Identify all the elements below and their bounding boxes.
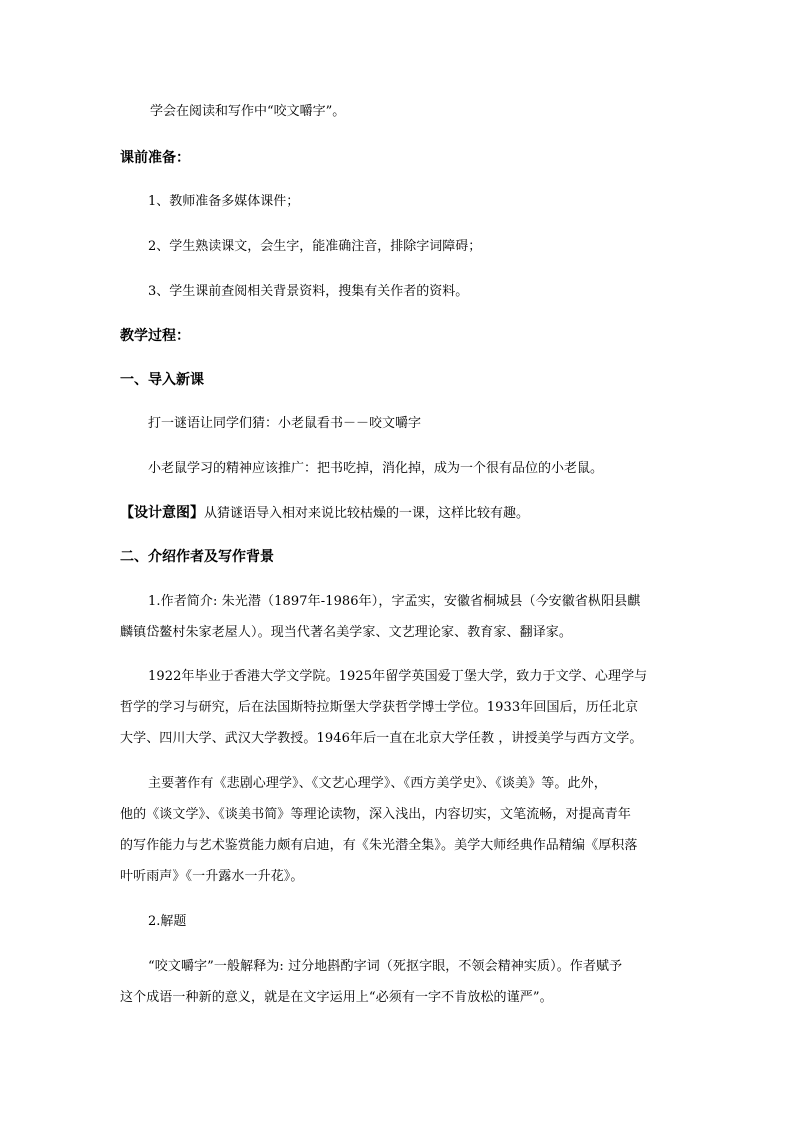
section2-heading: 二、介绍作者及写作背景 — [120, 549, 274, 565]
title-heading: 2.解题 — [148, 914, 187, 929]
author-line-1: 1.作者简介: 朱光潜（1897年-1986年），字孟实，安徽省桐城县（今安徽省枞阳县麒 — [148, 594, 641, 609]
section1-heading: 一、导入新课 — [120, 372, 204, 388]
author-line-2: 麟镇岱鳌村朱家老屋人）。现当代著名美学家、文艺理论家、教育家、翻译家。 — [120, 625, 573, 640]
process-heading: 教学过程： — [120, 328, 190, 344]
design-intent — [120, 503, 529, 524]
prep-item-2: 2、学生熟读课文，会生字，能准确注音，排除字词障碍； — [148, 239, 482, 254]
works-line-4: 叶听雨声》《一升露水一升花》。 — [120, 869, 304, 884]
works-line-3: 的写作能力与艺术鉴赏能力颇有启迪，有《朱光潜全集》。美学大师经典作品精编《厚积落 — [120, 838, 638, 853]
prep-item-1: 1、教师准备多媒体课件； — [148, 194, 300, 209]
title-line-1: “咬文嚼字”一般解释为: 过分地斟酌字词（死抠字眼，不领会精神实质）。作者赋予 — [148, 959, 623, 974]
bio-line-1: 1922年毕业于香港大学文学院。1925年留学英国爱丁堡大学，致力于文学、心理学与 — [148, 669, 648, 684]
prep-item-3: 3、学生课前查阅相关背景资料，搜集有关作者的资料。 — [148, 284, 469, 299]
section1-riddle: 打一谜语让同学们猜：小老鼠看书－－咬文嚼字 — [148, 416, 422, 431]
works-line-1: 主要著作有《悲剧心理学》、《文艺心理学》、《西方美学史》、《谈美》等。此外， — [148, 776, 607, 791]
design-intent-text: 从猜谜语导入相对来说比较枯燥的一课，这样比较有趣。 — [204, 506, 530, 521]
bio-line-2: 哲学的学习与研究，后在法国斯特拉斯堡大学获哲学博士学位。1933年回国后，历任北京 — [120, 700, 639, 715]
goal-line: 学会在阅读和写作中“咬文嚼字”。 — [150, 104, 346, 119]
design-intent-label: 【设计意图】 — [120, 505, 204, 521]
title-line-2: 这个成语一种新的意义，就是在文字运用上“必须有一字不肯放松的谨严”。 — [120, 990, 553, 1005]
works-line-2: 他的《谈文学》、《谈美书简》等理论读物，深入浅出，内容切实，文笔流畅，对提高青年 — [120, 807, 632, 822]
prep-heading: 课前准备： — [120, 150, 190, 166]
section1-spirit: 小老鼠学习的精神应该推广：把书吃掉，消化掉，成为一个很有品位的小老鼠。 — [148, 461, 604, 476]
bio-line-3: 大学、四川大学、武汉大学教授。1946年后一直在北京大学任教 ，讲授美学与西方文学。 — [120, 731, 643, 746]
